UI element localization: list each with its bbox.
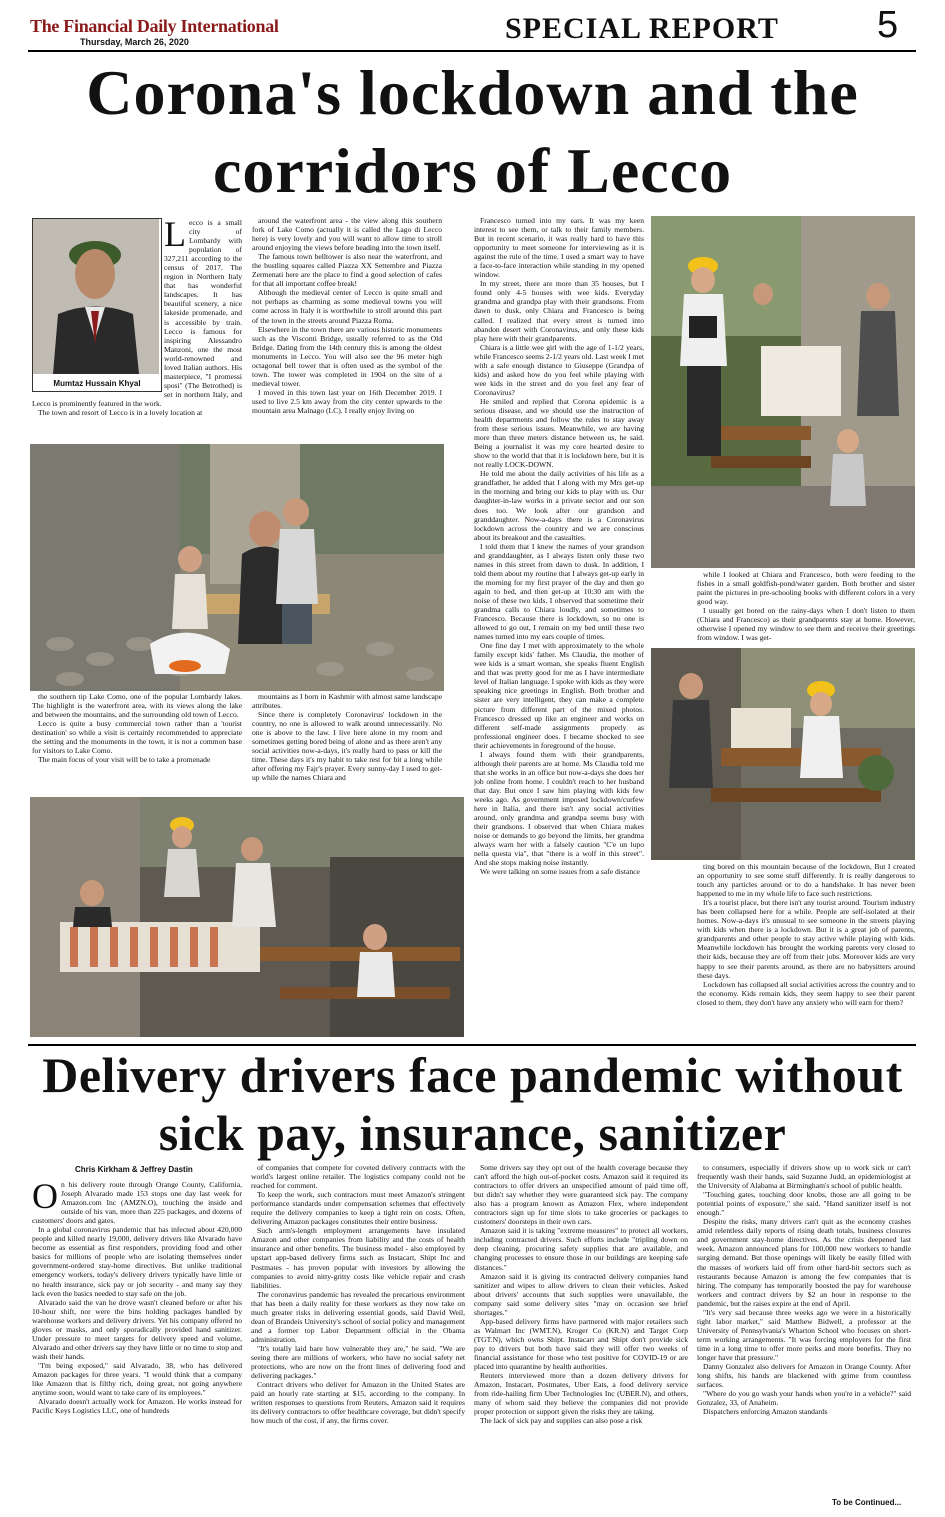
- story2-col1: [32, 1180, 242, 1510]
- story2-paragraph: Alvarado doesn't actually work for Amazon. He works instead for Pacific Keys Logistics LLC, one of hundreds: [32, 1397, 242, 1416]
- continued-note: To be Continued...: [832, 1498, 902, 1507]
- story1-dropcap: L: [164, 218, 186, 254]
- story2-paragraph: Alvarado said the van he drove wasn't cleaned before or after his 10-hour shift, nor were the bins holding packages handled by warehouse workers and delivery drivers. Yet his company offered no gloves or masks, and only sporadically provided hand sanitizer. Under pressure to meet targets for delivery speed and volume, Alvarado and other drivers say they have little or no time to stop and wash their hands.: [32, 1297, 242, 1361]
- story1-paragraph: the southern tip Lake Como, one of the popular Lombardy lakes. The highlight is the waterfront area, with its views along the lake and between the mountains, and the surrounding old town of Lecco.: [32, 692, 242, 720]
- story1-paragraph: Although the medieval center of Lecco is quite small and not perhaps as charming as some medieval towns you will come across in Italy it is worthwhile to stroll around this part of the town in the streets around Piazza Roma.: [252, 288, 442, 325]
- story2-paragraph: Contract drivers who deliver for Amazon in the United States are paid an hourly rate starting at $15, according to the company. In written responses to questions from Reuters, Amazon said it requires its delivery contractors to offer healthcare coverage, but didn't specify how much of the cost, if any, the firms cover.: [251, 1380, 465, 1426]
- story1-paragraph: I told them that I knew the names of your grandson and granddaughter, as I always listen only these two names in this street from dawn to dusk. In addition, I told them about my routine that I always get-up early in the morning for my first prayer of the day and then go again to bed, and then get-up at 10:30 am with the noise of these two kids. I observed that sometime their grandma calls to Chiara loudly, and sometimes to Francesco. Because there is lockdown, so no one is allowed to go out, I remain on my bed until these two names turned into my ears couple of times.: [474, 541, 644, 642]
- story1-paragraph: I always found them with their grandparents, although their parents are at home. Ms Claudia told me that she works in an office but now-a-days she does her job online from home. I couldn't reach to her husband that day. But once I saw him playing with kids few weeks ago. As government imposed lockdown/curfew here in Italia, and there isn't any social activities around, only grandma and grandpa seems busy with their grandsons. I observed that when Chiara makes noise or demands to go beyond the limits, her grandma always warn her with a falsely caution "C'e un lupo nella questa via", that "there is a wolf in this street". And she stops making noise instantly.: [474, 749, 644, 868]
- story1-paragraph: The town and resort of Lecco is in a lovely location at: [38, 407, 203, 417]
- story1-paragraph: It's a tourist place, but there isn't any tourist around. Tourism industry has been collapsed here for a while. People are self-isolated at their homes. Now-a-days it's unusual to see someone in the streets playing with kids when there is a lockdown. But it is a great job of parents, grandparents and other people to stay active while playing with kids. Meanwhile lockdown has brought the working parents very closed to their kids, because they are off from their jobs. Moreover kids are very happy to see their parents around, as there are no babysitters around these days.: [697, 898, 915, 980]
- story1-paragraph: The main focus of your visit will be to take a promenade: [38, 755, 211, 765]
- photo-kids-painting: [651, 648, 915, 860]
- story1-paragraph: I usually get bored on the rainy-days when I don't listen to them (Chiara and Francesco) as their grandparents stay at home. However, otherwise I opened my window to see them and receive their greetings from window. I was get-: [697, 606, 915, 643]
- story1-paragraph: He told me about the daily activities of his life as a grandfather, he added that I along with my Mrs get-up in the morning and bring our kids to play with us. Our daughter-in-law works in a private sector and our son does too. We look after our grandson and granddaughter. Now-a-days there is a Coronavirus lockdown across the country and we are conscious about its breakout and the casualties.: [474, 469, 644, 542]
- author-name: Mumtaz Hussain Khyal: [53, 379, 141, 388]
- story1-paragraph: He smiled and replied that Corona epidemic is a serious disease, and we should use the instruction of health departments and follow the rules to stay away from these serious issues. Meanwhile, we are having more than three meters distance between us, he said. Being a journalist it was my core hearted desire to show to the world that that it is lockdown here, but it is not really LOCK-DOWN.: [474, 396, 644, 470]
- story2-headline-line2: sick pay, insurance, sanitizer: [158, 1105, 787, 1161]
- story2-paragraph: Amazon said it is taking "extreme measures" to protect all workers, including contracted drivers. Such efforts include "tripling down on deep cleaning, procuring safety supplies that are available, and changing processes to ensure those in our buildings are keeping safe distances.": [474, 1226, 688, 1272]
- story1-col4-bottom: [697, 862, 915, 1040]
- story1-paragraph: The famous town belltower is also near the waterfront, and the bustling squares called Piazza XX Settembre and Piazza Zermenati here are the place to find a good selection of cafes for that all important coffee break!: [252, 252, 442, 289]
- story2-paragraph: "It's totally laid bare how vulnerable they are," he said. "We are seeing there are millions of workers, who have no social safety net protections, who are now on the front lines of delivering food and delivering packages.": [251, 1343, 465, 1381]
- story1-headline-line1: Corona's lockdown and the: [86, 57, 859, 128]
- story1-paragraph: In my street, there are more than 35 houses, but I found only 4-5 houses with wee kids. Everyday grandma and grandpa play with their grandsons. From dawn to dusk, only Chiara and Francesco is being called. I realized that every street is turned into abandon desert with Coronavirus, and only these kids play here with their grandparents.: [474, 279, 644, 343]
- story2-paragraph: In a global coronavirus pandemic that has infected about 420,000 people and killed nearly 19,000, delivery drivers like Alvarado have become as essential as first responders, providing food and other basics for millions of people who are isolating themselves under government-ordered stay-home directives. But unlike traditional emergency workers, today's delivery drivers typically have little or no health insurance, sick pay or job security - and many say they lack even the basics needed to stay safe on the job.: [32, 1225, 242, 1298]
- story1-paragraph: ting bored on this mountain because of the lockdown, But I created an opportunity to see some stuff differently. It is really dangerous to touch any particles around or to do a handshake. It has never been happened to me in my whole life to face such restrictions.: [697, 862, 915, 899]
- story2-paragraph: Danny Gonzalez also delivers for Amazon in Orange County. After long shifts, his hands are blackened with grime from countless surfaces.: [697, 1362, 911, 1390]
- story2-paragraph: Amazon said it is giving its contracted delivery companies hand sanitizer and wipes to allow drivers to clean their vehicles. Asked about drivers' accounts that such supplies were unavailable, the company said some delivery sites "may on occasion see brief shortages.": [474, 1271, 688, 1317]
- story1-paragraph: Chiara is a little wee girl with the age of 1-1/2 years, while Francesco seems 2-1/2 years old. Last week I met with a safe enough distance to Giuseppe (Grandpa of kids) and asked how do you feel while playing with wee kids in the street and do you feel any fear of Coronavirus?: [474, 342, 644, 397]
- photo-mother-and-kids: [30, 444, 444, 691]
- story1-col2-top: [252, 216, 442, 444]
- story1-lead-paragraph: ecco is a small city of Lombardy with population of 327,211 according to the census of 2017. The region in Northern Italy that has wonderful landscapes. It has beautiful scenery, a nice lakeside promenade, and is accessible by train. Lecco is famous for inspiring Alessandro Manzoni, one the most world-renowned and loved Italian authors. His masterpiece, "I promessi sposi" (The Betrothed) is set in northern Italy, and Lecco is prominently featured in the work.: [32, 218, 242, 408]
- story1-paragraph: I moved in this town last year on 16th December 2019. I used to live 2.5 km away from the city center upwards to the mountain area Malnago (LC). I really enjoy living on: [252, 387, 442, 415]
- story1-paragraph: Elsewhere in the town there are various historic monuments such as the Visconti Bridge, usually referred to as the Old Bridge. Dating from the 14th century this is among the oldest monuments in Lecco. You will also see the 96 meter high octagonal bell tower that is often used as the symbol of the town. The tower was completed in 1904 on the site of a medieval tower.: [252, 324, 442, 388]
- story2-lead-paragraph: n his delivery route through Orange County, California, Joseph Alvarado made 153 stops one day last week for Amazon.com Inc (AMZN.O), touching the inside and outside of his van, more than 225 packages, and dozens of customers' doors and gates.: [32, 1180, 242, 1226]
- story1-col4-top: [697, 570, 915, 648]
- masthead-title: The Financial Daily International: [30, 16, 279, 36]
- story1-paragraph: mountains as I born in Kashmir with almost same landscape attributes.: [252, 692, 442, 711]
- story2-paragraph: "It's very sad because three weeks ago we were in a historically tight labor market," said Matthew Bidwell, a professor at the University of Pennsylvania's Wharton School who focuses on short-term working arrangements. "It was forcing employers for the first time in a long time to offer more perks and more benefits. They no longer have that pressure.": [697, 1307, 911, 1362]
- story1-paragraph: We were talking on some issues from a safe distance: [480, 867, 640, 877]
- story2-paragraph: of companies that compete for coveted delivery contracts with the world's largest online retailer. The logistics company could not be reached for comment.: [251, 1163, 465, 1191]
- story2-paragraph: Dispatchers enforcing Amazon standards: [703, 1407, 828, 1417]
- story2-byline: Chris Kirkham & Jeffrey Dastin: [75, 1165, 193, 1174]
- story2-headline-line1: Delivery drivers face pandemic without: [42, 1047, 903, 1103]
- story2-paragraph: Despite the risks, many drivers can't quit as the economy crashes amid relentless daily reports of rising death totals, business closures and government stay-home directives. As the crisis deepened last week, Amazon announced plans for 100,000 new workers to handle surging demand. But those openings will likely be easily filled with the masses of workers laid off from other hard-hit sectors such as restaurants because Amazon is among the few companies that is hiring. The company has temporarily boosted the pay for warehouse workers and contract drivers by $2 an hour in response to the pandemic, but the raises expire at the end of April.: [697, 1217, 911, 1308]
- story2-paragraph: Reuters interviewed more than a dozen delivery drivers for Amazon, Instacart, Postmates, Uber Eats, a food delivery service from ride-hailing firm Uber Technologies Inc (UBER.N), and others, many of whom said they believe the companies did not provide proper protection or support given the risks they are taking.: [474, 1371, 688, 1417]
- story1-paragraph: Lockdown has collapsed all social activities across the country and to the economy. Kids remain kids, they seem happy to see their parent closed to them, they don't have any anxiety who will earn for them?: [697, 979, 915, 1007]
- story1-col3: [474, 216, 644, 1040]
- story2-paragraph: Some drivers say they opt out of the health coverage because they can't afford the high out-of-pocket costs. Amazon said it required its contractors to offer drivers an unspecified amount of paid time off, but didn't say whether they were guaranteed sick pay. The company also has a program known as Amazon Flex, where independent contractors sign up for time slots to take groceries or packages to customers' doorsteps in their own cars.: [474, 1163, 688, 1227]
- photo-boy-hardhat: [651, 216, 915, 568]
- story1-paragraph: around the waterfront area - the view along this southern fork of Lake Como (actually it is called the Lago di Lecco here) is very lovely and you will want to allow time to stroll around enjoying the views before heading into the town itself.: [252, 216, 442, 253]
- story1-col2-bottom: [252, 692, 442, 792]
- masthead-rule: [28, 50, 916, 52]
- story2-paragraph: "I'm being exposed," said Alvarado, 38, who has delivered Amazon packages for three years. "I would think that a company like Amazon that is filthy rich, doing great, not going anywhere anytime soon, would want to take care of its employees.": [32, 1360, 242, 1398]
- page-number: 5: [877, 4, 899, 46]
- story2-paragraph: The lack of sick pay and supplies can also pose a risk: [480, 1416, 643, 1426]
- story1-paragraph: Since there is completely Coronavirus' lockdown in the country, no one is allowed to walk around unnecessarily. No one is above to the law. I live here alone in my room and sometimes getting bored being of alone and as there aren't any social activities now-a-days, it's really hard to pass or kill the time. These days it's my habit to take rest for bit a long while after offering my Fajr's prayer. Every sunny-day I used to get-up while the names Chiara and: [252, 710, 442, 783]
- story1-paragraph: Lecco is quite a busy commercial town rather than a 'tourist destination' so while a visit is certainly recommended to appreciate the setting and the monuments in the town, it is not a common base for visitors to Lake Como.: [32, 719, 242, 756]
- story1-paragraph: while I looked at Chiara and Francesco, both were feeding to the fishes in a small goldfish-pond/water garden. Both brother and sister paint the pictures in pre-schooling books with different colors in a very good way.: [697, 570, 915, 607]
- story2-paragraph: To keep the work, such contractors must meet Amazon's stringent performance standards under compensation schemes that effectively require the delivery companies to keep a tight rein on costs. Often, delivering Amazon packages constitutes their entire business.: [251, 1190, 465, 1227]
- story2-paragraph: Such arm's-length employment arrangements have insulated Amazon and other companies from liability and the costs of health insurance and other benefits. The business model - also employed by upstart app-based delivery firms such as Instacart, Shipt Inc and Postmates - has proven popular with investors by allowing the companies to avoid nitty-gritty costs like vehicle repair and crash liabilities.: [251, 1226, 465, 1290]
- story1-paragraph: Francesco turned into my ears. It was my keen interest to see them, or talk to their family members. But in recent scenario, it was really hard to have this opportunity to meet someone for interviewing as it is against the rule of the time. I used a smart way to have a face-to-face interaction while standing in my opened window.: [474, 216, 644, 280]
- story2-paragraph: App-based delivery firms have partnered with major retailers such as Walmart Inc (WMT.N), Kroger Co (KR.N) and Target Corp (TGT.N), which owns Shipt. Instacart and Shipt don't provide sick pay to drivers but both have said they will offer two weeks of financial assistance for those who test positive for COVID-19 or are placed into quarantine by health authorities.: [474, 1316, 688, 1372]
- story2-paragraph: to consumers, especially if drivers show up to work sick or can't frequently wash their hands, said Suzanne Judd, an epidemiologist at the University of Alabama at Birmingham's school of public health.: [697, 1163, 911, 1191]
- story2-dropcap: O: [32, 1180, 58, 1216]
- section-label: SPECIAL REPORT: [505, 12, 779, 45]
- story2-col3: [474, 1163, 688, 1510]
- story2-paragraph: The coronavirus pandemic has revealed the precarious environment that has been a daily reality for these workers as they now take on much greater risks in delivering essential goods, said David Weil, dean of Brandeis University's school of social policy and management and a former top Labor Department official in the Obama administration.: [251, 1289, 465, 1344]
- story2-col2: [251, 1163, 465, 1510]
- story2-col4: [697, 1163, 911, 1497]
- story2-paragraph: "Where do you go wash your hands when you're in a vehicle?" said Gonzalez, 33, of Anaheim.: [697, 1389, 911, 1408]
- story1-col1-bottom: [32, 692, 242, 792]
- story1-col1-top: [32, 218, 242, 443]
- story1-paragraph: One fine day I met with approximately to the whole family except kids' father. Ms Claudia, the mother of wee kids is a smart woman, she speaks fluent English and that was pretty good for me as I have intermediate level of Italian language. I spoke with kids as they were speaking nice greetings in English. Both brother and sister are very intelligent, they can make a complete picture from different part of the mixed photos. Francesco dressed up like an engineer and works on different self-made assignments properly as professional engineer does. I became shocked to see their achievements in foreground of the house.: [474, 641, 644, 750]
- issue-date: Thursday, March 26, 2020: [80, 37, 189, 47]
- story2-paragraph: "Touching gates, touching door knobs, those are all going to be potential points of exposure," she said. "Hand sanitizer itself is not enough.": [697, 1190, 911, 1218]
- photo-family-at-table: [30, 797, 464, 1037]
- story1-headline-line2: corridors of Lecco: [212, 135, 733, 206]
